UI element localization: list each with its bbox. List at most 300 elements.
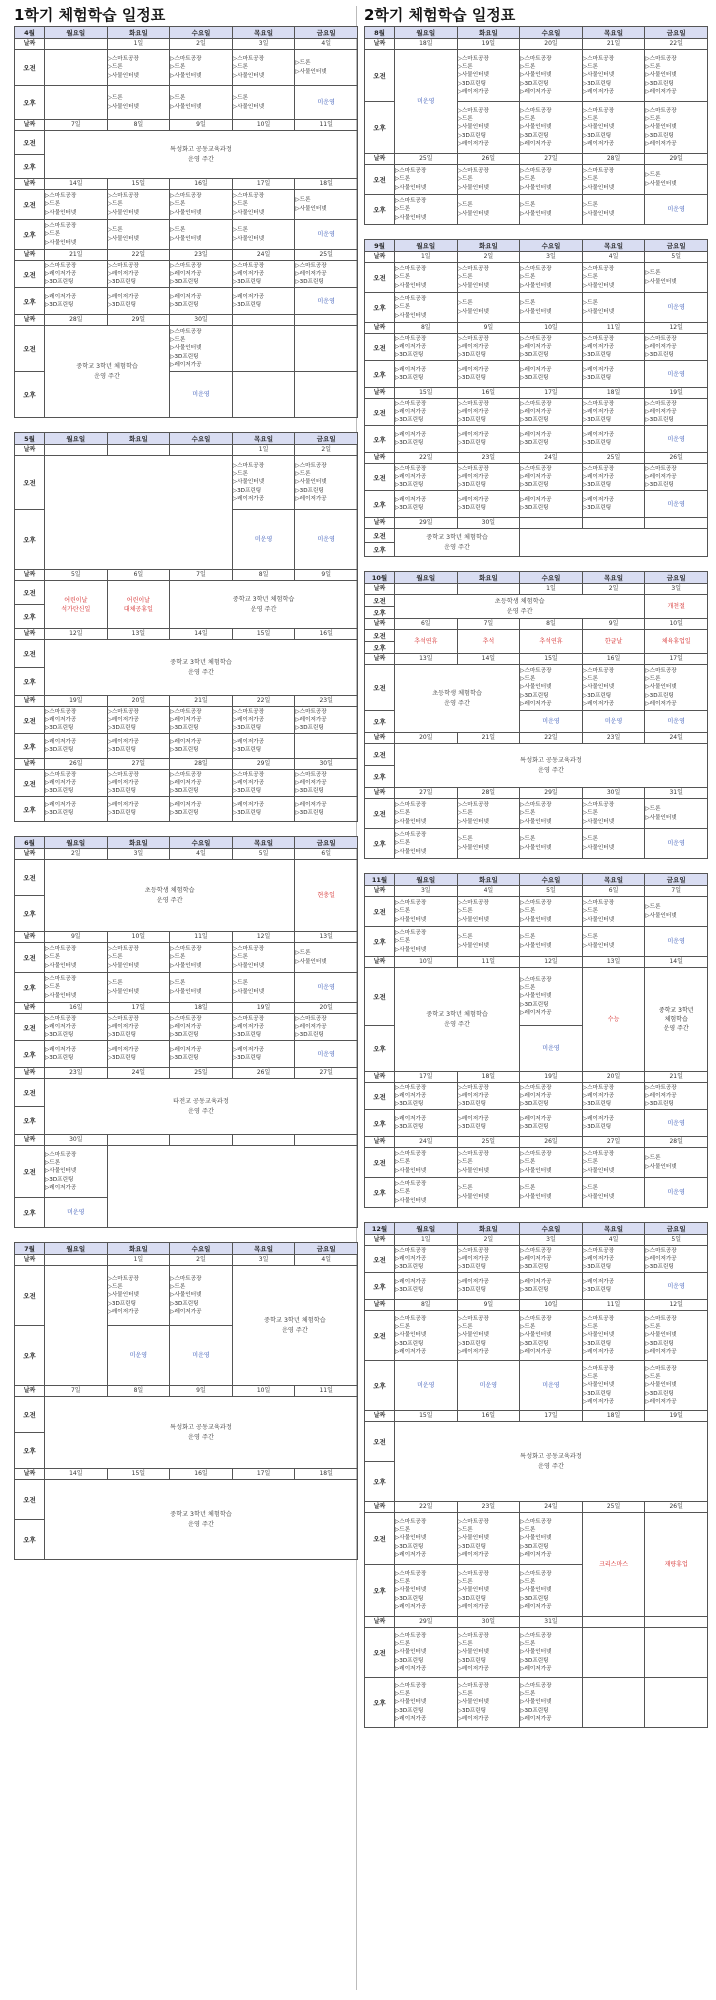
program-slot bbox=[395, 799, 458, 829]
program-item: ▷스마트공장 bbox=[170, 1275, 202, 1282]
program-slot bbox=[457, 399, 520, 426]
program-slot bbox=[582, 1148, 645, 1178]
program-slot bbox=[582, 263, 645, 293]
date-cell: 24일 bbox=[645, 733, 708, 744]
program-item: ▷드론 bbox=[520, 1641, 536, 1648]
program-slot bbox=[582, 334, 645, 361]
program-item: ▷레이저가공 bbox=[645, 473, 677, 480]
closed-label: 미운영 bbox=[295, 86, 358, 120]
program-item: ▷레이저가공 bbox=[45, 738, 77, 745]
program-item: ▷스마트공장 bbox=[295, 262, 327, 269]
program-slot bbox=[170, 797, 233, 822]
day-note: 한글날 bbox=[582, 630, 645, 654]
am-label: 오전 bbox=[15, 131, 45, 155]
program-item: ▷사물인터넷 bbox=[232, 209, 265, 216]
month-table bbox=[14, 836, 358, 1228]
pm-label: 오후 bbox=[15, 510, 45, 570]
program-item: ▷사물인터넷 bbox=[457, 1332, 489, 1339]
program-item: ▷레이저가공 bbox=[232, 801, 265, 808]
date-cell: 9일 bbox=[170, 1386, 233, 1397]
pm-label: 오후 bbox=[15, 1041, 45, 1068]
pm-row bbox=[15, 86, 358, 120]
program-item: ▷스마트공장 bbox=[645, 465, 677, 472]
date-label: 날짜 bbox=[365, 1235, 395, 1246]
program-item: ▷3D프린팅 bbox=[45, 788, 74, 795]
am-label: 오전 bbox=[365, 630, 395, 642]
program-item: ▷레이저가공 bbox=[520, 1255, 552, 1262]
am-row bbox=[365, 1083, 708, 1110]
program-item: ▷사물인터넷 bbox=[645, 684, 677, 691]
program-slot bbox=[582, 799, 645, 829]
program-item: ▷3D프린팅 bbox=[232, 747, 262, 753]
program-item: ▷드론 bbox=[457, 1324, 473, 1331]
program-item: ▷스마트공장 bbox=[395, 1518, 427, 1525]
program-item: ▷드론 bbox=[232, 227, 248, 234]
am-row bbox=[15, 707, 358, 734]
program-item: ▷드론 bbox=[520, 1324, 536, 1331]
program-item: ▷스마트공장 bbox=[457, 1084, 489, 1091]
program-item: ▷3D프린팅 bbox=[520, 1543, 549, 1550]
am-row bbox=[365, 1148, 708, 1178]
program-item: ▷3D프린팅 bbox=[457, 1124, 486, 1130]
am-label: 오전 bbox=[15, 1266, 45, 1326]
am-row bbox=[365, 1513, 708, 1565]
program-item: ▷사물인터넷 bbox=[395, 312, 427, 319]
program-item: ▷사물인터넷 bbox=[457, 1535, 489, 1542]
am-row bbox=[15, 190, 358, 220]
weekday-header bbox=[365, 874, 708, 886]
date-cell: 12일 bbox=[645, 1300, 708, 1311]
closed-label: 미운영 bbox=[232, 510, 295, 570]
program-item: ▷사물인터넷 bbox=[170, 209, 202, 216]
closed-label: 미운영 bbox=[582, 711, 645, 733]
program-item: ▷레이저가공 bbox=[45, 1023, 77, 1030]
pm-label: 오후 bbox=[365, 195, 395, 225]
weekday-label: 목요일 bbox=[582, 1223, 645, 1235]
am-label: 오전 bbox=[365, 1422, 395, 1462]
program-item: ▷스마트공장 bbox=[457, 335, 489, 342]
program-item: ▷스마트공장 bbox=[520, 1632, 552, 1639]
date-row bbox=[365, 788, 708, 799]
program-item: ▷레이저가공 bbox=[645, 700, 677, 707]
program-item: ▷사물인터넷 bbox=[170, 72, 202, 79]
am-row bbox=[15, 770, 358, 797]
program-item: ▷3D프린팅 bbox=[457, 1543, 486, 1550]
pm-row bbox=[365, 1110, 708, 1137]
program-item: ▷레이저가공 bbox=[520, 1115, 552, 1122]
program-slot bbox=[520, 1110, 583, 1137]
program-item: ▷레이저가공 bbox=[295, 495, 327, 502]
program-item: ▷3D프린팅 bbox=[170, 353, 199, 360]
program-item: ▷스마트공장 bbox=[395, 900, 427, 907]
program-item: ▷스마트공장 bbox=[395, 168, 427, 175]
date-cell: 9일 bbox=[582, 619, 645, 630]
program-item: ▷사물인터넷 bbox=[582, 916, 615, 923]
program-item: ▷레이저가공 bbox=[395, 1092, 427, 1099]
date-row bbox=[15, 1255, 358, 1266]
program-item: ▷드론 bbox=[582, 810, 598, 817]
program-item: ▷3D프린팅 bbox=[520, 80, 549, 87]
program-item: ▷레이저가공 bbox=[520, 408, 552, 415]
program-slot bbox=[582, 897, 645, 927]
program-slot bbox=[457, 334, 520, 361]
date-cell: 25일 bbox=[582, 1502, 645, 1513]
program-item: ▷3D프린팅 bbox=[457, 1707, 486, 1714]
program-item: ▷레이저가공 bbox=[457, 366, 489, 373]
weekday-label: 수요일 bbox=[520, 572, 583, 584]
program-item: ▷레이저가공 bbox=[582, 1092, 615, 1099]
program-item: ▷3D프린팅 bbox=[395, 440, 424, 446]
program-item: ▷드론 bbox=[395, 176, 411, 183]
program-item: ▷스마트공장 bbox=[107, 262, 139, 269]
am-row bbox=[365, 799, 708, 829]
program-item: ▷스마트공장 bbox=[107, 708, 139, 715]
program-item: ▷스마트공장 bbox=[395, 198, 427, 205]
program-item: ▷레이저가공 bbox=[45, 270, 77, 277]
month-sep bbox=[364, 239, 708, 557]
program-item: ▷사물인터넷 bbox=[107, 209, 139, 216]
program-item: ▷사물인터넷 bbox=[395, 184, 427, 191]
program-item: ▷사물인터넷 bbox=[520, 1587, 552, 1594]
program-slot bbox=[170, 770, 233, 797]
program-item: ▷3D프린팅 bbox=[395, 375, 424, 381]
am-label: 오전 bbox=[365, 665, 395, 711]
program-item: ▷스마트공장 bbox=[457, 802, 489, 809]
program-item: ▷사물인터넷 bbox=[520, 282, 552, 289]
program-item: ▷사물인터넷 bbox=[582, 282, 615, 289]
program-slot bbox=[457, 464, 520, 491]
program-item: ▷드론 bbox=[170, 1284, 186, 1291]
program-item: ▷스마트공장 bbox=[520, 900, 552, 907]
program-item: ▷스마트공장 bbox=[645, 1315, 677, 1322]
am-row bbox=[15, 640, 358, 668]
program-slot bbox=[295, 50, 358, 86]
program-slot bbox=[107, 50, 170, 86]
program-slot bbox=[45, 707, 108, 734]
program-item: ▷드론 bbox=[295, 471, 311, 478]
program-item: ▷드론 bbox=[457, 1527, 473, 1534]
am-row bbox=[365, 665, 708, 711]
date-cell: 15일 bbox=[107, 179, 170, 190]
program-item: ▷레이저가공 bbox=[582, 88, 615, 95]
date-label: 날짜 bbox=[365, 323, 395, 334]
program-item: ▷사물인터넷 bbox=[645, 180, 677, 187]
program-item: ▷3D프린팅 bbox=[107, 1055, 136, 1061]
am-label: 오전 bbox=[365, 1628, 395, 1678]
weekday-label: 화요일 bbox=[457, 572, 520, 584]
day-note: 중학교 3학년 체험학습 운영 주간 bbox=[645, 968, 708, 1072]
pm-row bbox=[365, 1178, 708, 1208]
program-item: ▷레이저가공 bbox=[457, 1603, 489, 1610]
date-cell: 7일 bbox=[45, 1386, 108, 1397]
program-item: ▷3D프린팅 bbox=[520, 375, 549, 381]
program-item: ▷스마트공장 bbox=[395, 1084, 427, 1091]
program-item: ▷스마트공장 bbox=[457, 107, 489, 114]
program-item: ▷사물인터넷 bbox=[645, 1332, 677, 1339]
program-item: ▷사물인터넷 bbox=[232, 479, 265, 486]
program-item: ▷스마트공장 bbox=[170, 946, 202, 953]
program-item: ▷드론 bbox=[45, 201, 61, 208]
program-item: ▷레이저가공 bbox=[395, 431, 427, 438]
date-cell bbox=[645, 1617, 708, 1628]
date-cell: 2일 bbox=[170, 1255, 233, 1266]
program-slot bbox=[457, 1565, 520, 1617]
program-item: ▷드론 bbox=[45, 984, 61, 991]
program-slot bbox=[295, 770, 358, 797]
am-row bbox=[365, 744, 708, 766]
program-slot bbox=[45, 1014, 108, 1041]
program-item: ▷레이저가공 bbox=[520, 343, 552, 350]
month-table bbox=[14, 1242, 358, 1560]
date-row bbox=[365, 1072, 708, 1083]
program-item: ▷스마트공장 bbox=[395, 335, 427, 342]
pm-label: 오후 bbox=[15, 288, 45, 315]
weekday-label: 월요일 bbox=[45, 837, 108, 849]
program-slot bbox=[645, 1361, 708, 1411]
date-cell: 30일 bbox=[457, 518, 520, 529]
program-item: ▷레이저가공 bbox=[582, 1278, 615, 1285]
program-item: ▷사물인터넷 bbox=[457, 184, 489, 191]
date-row bbox=[15, 696, 358, 707]
program-slot bbox=[457, 1678, 520, 1728]
date-cell: 24일 bbox=[395, 1137, 458, 1148]
program-item: ▷드론 bbox=[395, 908, 411, 915]
program-item: ▷드론 bbox=[395, 1579, 411, 1586]
program-item: ▷레이저가공 bbox=[107, 738, 139, 745]
weekday-label: 월요일 bbox=[395, 27, 458, 39]
date-cell: 23일 bbox=[170, 250, 233, 261]
date-label: 날짜 bbox=[15, 570, 45, 581]
program-item: ▷스마트공장 bbox=[457, 1570, 489, 1577]
closed-label: 미운영 bbox=[645, 491, 708, 518]
program-slot bbox=[107, 1014, 170, 1041]
program-item: ▷사물인터넷 bbox=[45, 1168, 77, 1175]
date-cell: 28일 bbox=[170, 759, 233, 770]
date-cell: 19일 bbox=[645, 388, 708, 399]
program-item: ▷스마트공장 bbox=[45, 771, 77, 778]
program-item: ▷레이저가공 bbox=[645, 1255, 677, 1262]
program-item: ▷레이저가공 bbox=[645, 88, 677, 95]
date-row bbox=[365, 388, 708, 399]
program-slot bbox=[45, 973, 108, 1003]
program-item: ▷드론 bbox=[395, 1691, 411, 1698]
program-item: ▷레이저가공 bbox=[520, 366, 552, 373]
program-item: ▷레이저가공 bbox=[582, 1398, 615, 1405]
program-item: ▷드론 bbox=[582, 908, 598, 915]
program-item: ▷사물인터넷 bbox=[170, 962, 202, 969]
date-row bbox=[15, 445, 358, 456]
program-item: ▷레이저가공 bbox=[582, 1348, 615, 1355]
date-cell: 15일 bbox=[520, 654, 583, 665]
program-item: ▷레이저가공 bbox=[520, 496, 552, 503]
program-slot bbox=[645, 263, 708, 293]
program-item: ▷사물인터넷 bbox=[457, 1699, 489, 1706]
date-cell: 28일 bbox=[457, 788, 520, 799]
program-slot bbox=[457, 293, 520, 323]
program-item: ▷스마트공장 bbox=[395, 930, 427, 937]
program-item: ▷드론 bbox=[457, 1641, 473, 1648]
pm-row bbox=[365, 195, 708, 225]
program-item: ▷레이저가공 bbox=[520, 88, 552, 95]
program-item: ▷스마트공장 bbox=[520, 55, 552, 62]
closed-label: 미운영 bbox=[645, 1110, 708, 1137]
program-item: ▷3D프린팅 bbox=[170, 1032, 199, 1039]
program-item: ▷사물인터넷 bbox=[457, 1167, 489, 1174]
closed-label: 미운영 bbox=[395, 50, 458, 154]
program-item: ▷3D프린팅 bbox=[520, 505, 549, 511]
date-row bbox=[15, 849, 358, 860]
program-item: ▷드론 bbox=[582, 676, 598, 683]
pm-label: 오후 bbox=[15, 1433, 45, 1469]
program-item: ▷스마트공장 bbox=[582, 667, 615, 674]
weekday-label: 화요일 bbox=[457, 874, 520, 886]
program-item: ▷3D프린팅 bbox=[107, 725, 136, 732]
date-cell: 4일 bbox=[582, 252, 645, 263]
date-cell: 13일 bbox=[295, 932, 358, 943]
am-row bbox=[365, 1422, 708, 1462]
am-label: 오전 bbox=[365, 165, 395, 195]
program-item: ▷레이저가공 bbox=[295, 801, 327, 808]
date-cell: 31일 bbox=[520, 1617, 583, 1628]
program-item: ▷3D프린팅 bbox=[395, 1543, 424, 1550]
program-slot bbox=[457, 263, 520, 293]
pm-label: 오후 bbox=[365, 1462, 395, 1502]
date-cell: 30일 bbox=[457, 1617, 520, 1628]
program-item: ▷3D프린팅 bbox=[582, 80, 612, 87]
date-cell: 10일 bbox=[520, 323, 583, 334]
program-item: ▷스마트공장 bbox=[520, 266, 552, 273]
program-item: ▷스마트공장 bbox=[645, 1084, 677, 1091]
program-item: ▷드론 bbox=[457, 202, 473, 209]
date-cell: 20일 bbox=[107, 696, 170, 707]
date-cell: 24일 bbox=[520, 453, 583, 464]
program-item: ▷사물인터넷 bbox=[582, 844, 615, 851]
date-cell: 15일 bbox=[232, 629, 295, 640]
weekday-label: 화요일 bbox=[107, 837, 170, 849]
program-item: ▷3D프린팅 bbox=[457, 482, 486, 489]
program-item: ▷스마트공장 bbox=[582, 802, 615, 809]
month-table bbox=[14, 26, 358, 418]
program-item: ▷사물인터넷 bbox=[170, 1292, 202, 1299]
program-slot bbox=[645, 334, 708, 361]
date-cell: 2일 bbox=[457, 252, 520, 263]
program-item: ▷3D프린팅 bbox=[457, 1264, 486, 1271]
date-cell: 11일 bbox=[582, 323, 645, 334]
program-item: ▷스마트공장 bbox=[520, 1518, 552, 1525]
program-item: ▷드론 bbox=[45, 1160, 61, 1167]
program-item: ▷3D프린팅 bbox=[107, 279, 136, 286]
program-slot bbox=[395, 491, 458, 518]
program-item: ▷레이저가공 bbox=[170, 1023, 202, 1030]
date-cell: 19일 bbox=[645, 1411, 708, 1422]
date-cell bbox=[582, 518, 645, 529]
program-item: ▷레이저가공 bbox=[582, 1255, 615, 1262]
program-item: ▷레이저가공 bbox=[395, 1665, 427, 1672]
program-item: ▷3D프린팅 bbox=[45, 1176, 74, 1183]
program-item: ▷3D프린팅 bbox=[520, 692, 549, 699]
program-item: ▷3D프린팅 bbox=[457, 1287, 486, 1293]
program-item: ▷레이저가공 bbox=[520, 1092, 552, 1099]
program-item: ▷스마트공장 bbox=[232, 1015, 265, 1022]
program-item: ▷스마트공장 bbox=[520, 1570, 552, 1577]
program-item: ▷드론 bbox=[520, 810, 536, 817]
empty-slot bbox=[295, 326, 358, 372]
program-item: ▷3D프린팅 bbox=[107, 1032, 136, 1039]
program-item: ▷스마트공장 bbox=[520, 1084, 552, 1091]
program-item: ▷사물인터넷 bbox=[395, 1699, 427, 1706]
program-item: ▷스마트공장 bbox=[457, 1518, 489, 1525]
pm-label: 오후 bbox=[15, 605, 45, 629]
date-cell: 8일 bbox=[395, 323, 458, 334]
program-item: ▷스마트공장 bbox=[395, 400, 427, 407]
date-cell: 7일 bbox=[457, 619, 520, 630]
program-slot bbox=[582, 165, 645, 195]
am-row bbox=[15, 1480, 358, 1520]
pm-label: 오후 bbox=[365, 829, 395, 859]
program-item: ▷스마트공장 bbox=[395, 1315, 427, 1322]
program-slot bbox=[107, 220, 170, 250]
program-slot bbox=[582, 102, 645, 154]
program-item: ▷3D프린팅 bbox=[582, 1340, 612, 1347]
am-row bbox=[365, 334, 708, 361]
program-item: ▷드론 bbox=[520, 836, 536, 843]
program-item: ▷레이저가공 bbox=[45, 716, 77, 723]
closed-label: 미운영 bbox=[645, 361, 708, 388]
program-item: ▷드론 bbox=[645, 1324, 661, 1331]
date-label: 날짜 bbox=[365, 1072, 395, 1083]
empty-slot bbox=[645, 1678, 708, 1728]
weekday-header bbox=[365, 27, 708, 39]
program-item: ▷사물인터넷 bbox=[520, 1332, 552, 1339]
program-item: ▷3D프린팅 bbox=[520, 417, 549, 424]
program-slot bbox=[457, 491, 520, 518]
am-row bbox=[365, 529, 708, 543]
date-cell: 23일 bbox=[457, 453, 520, 464]
program-slot bbox=[107, 288, 170, 315]
program-item: ▷레이저가공 bbox=[520, 1348, 552, 1355]
program-item: ▷드론 bbox=[395, 274, 411, 281]
am-label: 오전 bbox=[15, 1014, 45, 1041]
program-item: ▷3D프린팅 bbox=[295, 279, 324, 286]
program-item: ▷3D프린팅 bbox=[582, 1101, 612, 1108]
pm-label: 오후 bbox=[365, 1110, 395, 1137]
day-note: 개천절 bbox=[645, 595, 708, 619]
month-dec bbox=[364, 1222, 708, 1728]
program-item: ▷스마트공장 bbox=[645, 667, 677, 674]
date-cell: 4일 bbox=[582, 1235, 645, 1246]
program-item: ▷드론 bbox=[170, 95, 186, 102]
program-slot bbox=[520, 165, 583, 195]
program-item: ▷사물인터넷 bbox=[295, 205, 327, 212]
empty-slot bbox=[295, 734, 358, 759]
date-cell: 13일 bbox=[582, 957, 645, 968]
program-slot bbox=[170, 86, 233, 120]
am-label: 오전 bbox=[365, 399, 395, 426]
program-item: ▷사물인터넷 bbox=[582, 942, 615, 949]
program-item: ▷드론 bbox=[520, 1579, 536, 1586]
program-item: ▷3D프린팅 bbox=[107, 302, 136, 308]
program-item: ▷사물인터넷 bbox=[582, 72, 615, 79]
program-item: ▷스마트공장 bbox=[457, 1151, 489, 1158]
program-item: ▷스마트공장 bbox=[645, 55, 677, 62]
program-slot bbox=[457, 897, 520, 927]
date-label: 날짜 bbox=[365, 1617, 395, 1628]
program-slot bbox=[45, 220, 108, 250]
program-item: ▷3D프린팅 bbox=[107, 788, 136, 795]
program-item: ▷스마트공장 bbox=[45, 708, 77, 715]
program-item: ▷레이저가공 bbox=[232, 270, 265, 277]
program-item: ▷레이저가공 bbox=[520, 1009, 552, 1016]
